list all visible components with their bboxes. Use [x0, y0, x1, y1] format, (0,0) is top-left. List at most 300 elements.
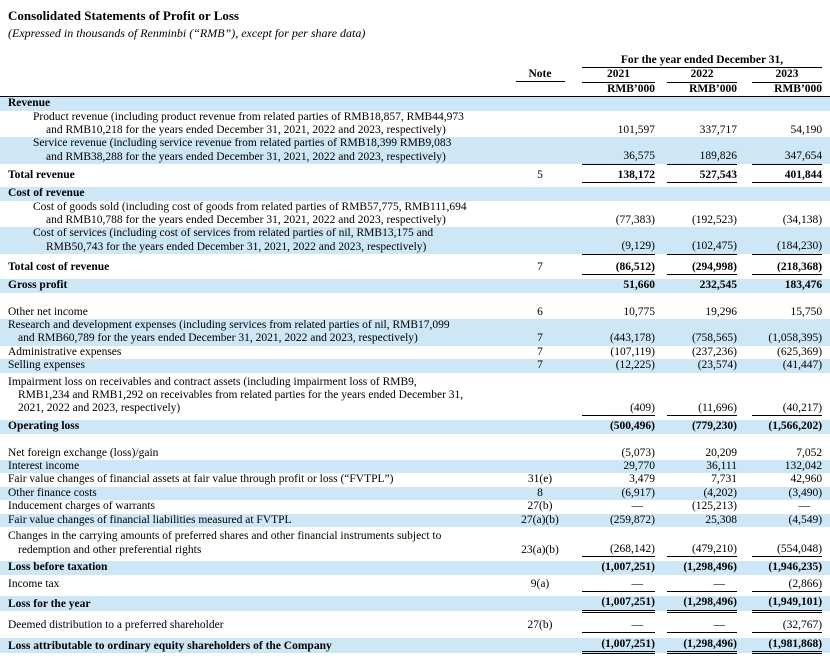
value-2023: 183,476: [784, 279, 823, 292]
note-reference: 7: [537, 332, 543, 345]
table-header-unit-row: [0, 82, 830, 96]
page-subtitle: (Expressed in thousands of Renminbi (“RMB”), except for per share data): [8, 26, 366, 40]
column-gap: [655, 447, 667, 460]
right-margin: [822, 420, 830, 433]
column-gap: [655, 68, 667, 82]
row-label-line: Net foreign exchange (loss)/gain: [8, 446, 159, 459]
value-2022: 189,826: [667, 137, 737, 164]
row-label: [0, 306, 498, 319]
value-2023: (3,490): [788, 486, 823, 499]
column-gap: [655, 376, 667, 416]
column-gap: [737, 169, 752, 183]
right-margin: [822, 187, 830, 200]
value-2023: (34,138): [782, 213, 823, 226]
row-label-line: Income tax: [8, 578, 60, 591]
value-2021: (443,178): [609, 332, 655, 345]
value-2023: 7,052: [796, 446, 823, 459]
column-gap: [655, 530, 667, 557]
value-2023: (4,549): [788, 513, 823, 526]
column-gap: [737, 261, 752, 275]
column-gap: [737, 460, 752, 473]
column-gap: [737, 473, 752, 486]
value-2021: (107,119): [610, 345, 655, 358]
row-label-line: Product revenue (including product revenue from related parties of RMB18,857, RMB44,973: [33, 110, 464, 123]
table-row: [0, 638, 830, 653]
right-margin: [822, 169, 830, 183]
row-label-line: RMB50,743 for the years ended December 31, 2021, 2022 and 2023, respectively): [46, 240, 427, 253]
column-gap: [655, 227, 667, 254]
row-label-line: 2021, 2022 and 2023, respectively): [18, 402, 181, 415]
row-label: [0, 596, 498, 611]
column-gap: [737, 596, 752, 611]
right-margin: [822, 346, 830, 359]
right-margin: [822, 447, 830, 460]
value-2023: [752, 97, 822, 111]
table-row: [0, 561, 830, 574]
table-row: [0, 359, 830, 372]
table-row: [0, 111, 830, 138]
row-label-line: Revenue: [8, 97, 51, 110]
row-label: [0, 169, 498, 183]
row-spacer: [0, 611, 830, 619]
note-reference: 8: [537, 486, 543, 499]
row-label-line: Loss before taxation: [8, 561, 108, 574]
column-gap: [655, 638, 667, 653]
value-2021: (1,007,251): [601, 561, 655, 574]
table-header-period-row: [0, 54, 830, 68]
column-gap: [737, 619, 752, 633]
right-margin: [822, 306, 830, 319]
row-label-line: Total cost of revenue: [8, 261, 110, 274]
row-label: [0, 561, 498, 574]
column-gap: [737, 306, 752, 319]
row-label: [0, 359, 498, 372]
row-label: [0, 514, 498, 527]
row-label-line: Cost of goods sold (including cost of goods from related parties of RMB57,775, RMB111,694: [33, 200, 467, 213]
column-gap: [655, 487, 667, 500]
row-label: [0, 187, 498, 200]
header-spacer: [0, 82, 498, 96]
column-gap: [655, 97, 667, 111]
note-reference: [498, 596, 582, 611]
table-row: [0, 169, 830, 183]
header-spacer: [822, 82, 830, 96]
value-2021: [582, 500, 655, 513]
column-gap: [737, 376, 752, 416]
row-label-line: Inducement charges of warrants: [8, 500, 155, 513]
value-2023: (1,946,235): [768, 561, 823, 574]
value-2021: [582, 578, 655, 592]
column-gap: [737, 111, 752, 138]
table-row: [0, 619, 830, 633]
value-2022: 36,111: [706, 460, 737, 473]
row-label-line: Cost of services (including cost of services from related parties of nil, RMB13,175 and: [33, 227, 434, 240]
note-reference: [498, 227, 582, 254]
header-spacer: [0, 68, 498, 82]
row-label-line: Service revenue (including service revenue from related parties of RMB18,399 RMB9,083: [33, 137, 452, 150]
value-2022: (192,523): [691, 213, 737, 226]
table-row: [0, 201, 830, 228]
value-2022: 20,209: [705, 446, 737, 459]
row-label-line: and RMB10,218 for the years ended December 31, 2021, 2022 and 2023, respectively): [46, 124, 446, 137]
table-header-years-row: [0, 68, 830, 82]
value-2023: 401,844: [752, 169, 822, 183]
value-2021: 29,770: [623, 460, 655, 473]
column-gap: [737, 500, 752, 513]
note-reference: [498, 420, 582, 433]
value-2021: (1,007,251): [582, 638, 655, 653]
value-2022: (479,210): [667, 530, 737, 557]
note-reference: 9(a): [530, 578, 550, 591]
right-margin: [822, 201, 830, 228]
table-body: [0, 97, 830, 653]
column-gap: [737, 359, 752, 372]
nil-dash: —: [631, 618, 643, 631]
table-row: [0, 420, 830, 433]
value-2021: 138,172: [582, 169, 655, 183]
row-label: [0, 460, 498, 473]
column-gap: [655, 359, 667, 372]
right-margin: [822, 319, 830, 346]
column-gap: [737, 227, 752, 254]
value-2021: (77,383): [615, 213, 655, 226]
table-row: [0, 487, 830, 500]
column-gap: [655, 169, 667, 183]
right-margin: [822, 279, 830, 292]
value-2023: 42,960: [790, 473, 823, 486]
value-2021: (409): [582, 376, 655, 416]
row-label: [0, 111, 498, 138]
table-row: [0, 346, 830, 359]
right-margin: [822, 500, 830, 513]
column-gap: [655, 619, 667, 633]
value-2021: 51,660: [623, 279, 655, 292]
value-2023: 132,042: [784, 460, 823, 473]
column-gap: [737, 420, 752, 433]
column-gap: [737, 319, 752, 346]
column-gap: [737, 187, 752, 200]
value-2023: (184,230): [752, 227, 822, 254]
nil-dash: —: [713, 618, 725, 631]
column-gap: [737, 638, 752, 653]
row-label: [0, 346, 498, 359]
year-header-2023: 2023: [752, 68, 822, 82]
nil-dash: —: [713, 577, 725, 590]
row-label-line: Fair value changes of financial liabilities measured at FVTPL: [8, 513, 292, 526]
column-gap: [655, 261, 667, 275]
column-gap: [655, 561, 667, 574]
period-spanner-label: For the year ended December 31,: [582, 54, 822, 68]
nil-dash: —: [631, 577, 643, 590]
row-label: [0, 201, 498, 228]
profit-or-loss-table: [0, 54, 830, 654]
column-gap: [655, 137, 667, 164]
column-gap: [655, 514, 667, 527]
note-reference: [498, 638, 582, 653]
column-gap: [655, 346, 667, 359]
row-label: [0, 376, 498, 416]
row-label-line: Changes in the carrying amounts of preferred shares and other financial instruments subject to: [8, 530, 442, 543]
column-gap: [655, 82, 667, 96]
value-2023: (625,369): [777, 345, 823, 358]
right-margin: [822, 561, 830, 574]
table-row: [0, 137, 830, 164]
value-2022: [667, 578, 737, 592]
row-label: [0, 638, 498, 653]
value-2021: (5,073): [621, 446, 655, 459]
table-row: [0, 596, 830, 611]
value-2023: (40,217): [752, 376, 822, 416]
row-label: [0, 530, 498, 557]
value-2022: (23,574): [697, 359, 737, 372]
note-reference: 7: [537, 359, 543, 372]
note-reference: [498, 447, 582, 460]
note-reference: 27(a)(b): [521, 513, 559, 526]
note-reference: [498, 460, 582, 473]
column-gap: [737, 68, 752, 82]
year-header-2021: 2021: [582, 68, 655, 82]
table-row: [0, 447, 830, 460]
table-row: [0, 460, 830, 473]
row-label: [0, 420, 498, 433]
column-gap: [737, 561, 752, 574]
row-label-line: and RMB38,288 for the years ended December 31, 2021, 2022 and 2023, respectively): [46, 150, 446, 163]
nil-dash: —: [798, 500, 811, 513]
column-gap: [655, 500, 667, 513]
note-reference: [498, 137, 582, 164]
row-label: [0, 97, 498, 111]
right-margin: [822, 376, 830, 416]
right-margin: [822, 111, 830, 138]
value-2023: 15,750: [790, 305, 823, 318]
value-2021: (9,129): [582, 227, 655, 254]
table-row: [0, 279, 830, 292]
right-margin: [822, 359, 830, 372]
right-margin: [822, 596, 830, 611]
row-label: [0, 137, 498, 164]
row-label-line: Selling expenses: [8, 359, 85, 372]
value-2022: 232,545: [699, 279, 737, 292]
value-2022: (125,213): [691, 500, 737, 513]
row-label-line: Deemed distribution to a preferred shareholder: [8, 619, 224, 632]
right-margin: [822, 530, 830, 557]
table-row: [0, 306, 830, 319]
table-row: [0, 473, 830, 486]
value-2021: (12,225): [615, 359, 655, 372]
right-margin: [822, 638, 830, 653]
column-gap: [737, 201, 752, 228]
note-reference: [498, 279, 582, 292]
nil-dash: —: [631, 500, 643, 513]
row-label-line: Administrative expenses: [8, 345, 122, 358]
header-spacer: [822, 54, 830, 68]
right-margin: [822, 137, 830, 164]
column-gap: [655, 279, 667, 292]
row-label-line: Research and development expenses (including services from related parties of nil, RMB17,099: [8, 318, 450, 331]
row-label-line: Impairment loss on receivables and contract assets (including impairment loss of RMB9,: [8, 375, 417, 388]
row-label-line: Gross profit: [8, 279, 68, 292]
row-spacer: [0, 434, 830, 447]
column-gap: [737, 279, 752, 292]
column-gap: [655, 201, 667, 228]
right-margin: [822, 97, 830, 111]
column-gap: [655, 420, 667, 433]
value-2021: 10,775: [623, 305, 655, 318]
column-gap: [737, 578, 752, 592]
row-label-line: Loss for the year: [8, 597, 91, 610]
right-margin: [822, 487, 830, 500]
note-reference: [498, 97, 582, 111]
value-2021: 36,575: [582, 137, 655, 164]
column-gap: [737, 137, 752, 164]
value-2023: [752, 500, 822, 513]
column-gap: [655, 306, 667, 319]
value-2022: (11,696): [667, 376, 737, 416]
column-gap: [737, 447, 752, 460]
note-reference: 31(e): [527, 473, 553, 486]
unit-label-2022: RMB’000: [667, 82, 737, 96]
value-2022: 527,543: [667, 169, 737, 183]
row-label: [0, 578, 498, 592]
column-gap: [655, 187, 667, 200]
right-margin: [822, 619, 830, 633]
value-2021: (268,142): [582, 530, 655, 557]
value-2022: (4,202): [703, 486, 737, 499]
note-reference: 27(b): [527, 619, 553, 632]
right-margin: [822, 578, 830, 592]
value-2022: 337,717: [699, 124, 737, 137]
value-2023: (1,566,202): [768, 420, 823, 433]
value-2022: (102,475): [667, 227, 737, 254]
row-label: [0, 447, 498, 460]
table-row: [0, 227, 830, 254]
column-gap: [655, 596, 667, 611]
value-2021: (6,917): [621, 486, 655, 499]
header-spacer: [0, 54, 498, 68]
row-label-line: Other net income: [8, 305, 88, 318]
row-label-line: Other finance costs: [8, 486, 97, 499]
row-label: [0, 487, 498, 500]
value-2023: (1,981,868): [752, 638, 822, 653]
value-2023: (554,048): [752, 530, 822, 557]
row-spacer: [0, 293, 830, 306]
value-2023: (1,949,101): [752, 596, 822, 611]
row-label: [0, 473, 498, 486]
table-row: [0, 500, 830, 513]
column-gap: [655, 460, 667, 473]
table-row: [0, 319, 830, 346]
table-row: [0, 376, 830, 416]
column-gap: [655, 111, 667, 138]
note-reference: [498, 201, 582, 228]
value-2022: [667, 619, 737, 633]
right-margin: [822, 227, 830, 254]
row-label-line: and RMB10,788 for the years ended December 31, 2021, 2022 and 2023, respectively): [46, 213, 446, 226]
column-gap: [655, 319, 667, 346]
value-2023: (2,866): [752, 578, 822, 592]
value-2023: 347,654: [752, 137, 822, 164]
note-reference: 7: [537, 345, 543, 358]
row-label-line: Operating loss: [8, 420, 80, 433]
value-2021: 101,597: [617, 124, 655, 137]
value-2023: (1,058,395): [768, 332, 823, 345]
value-2021: [582, 187, 655, 200]
value-2021: [582, 97, 655, 111]
value-2022: 7,731: [711, 473, 737, 486]
table-row: [0, 530, 830, 557]
column-gap: [737, 514, 752, 527]
value-2022: 19,296: [705, 305, 737, 318]
row-label-line: Cost of revenue: [8, 187, 85, 200]
value-2023: (218,368): [752, 261, 822, 275]
row-label-line: Fair value changes of financial assets at fair value through profit or loss (“FVTPL”): [8, 473, 394, 486]
header-spacer: [822, 68, 830, 82]
value-2022: (758,565): [691, 332, 737, 345]
table-row: [0, 187, 830, 200]
value-2022: (1,298,496): [667, 596, 737, 611]
row-label-line: and RMB60,789 for the years ended December 31, 2021, 2022 and 2023, respectively): [18, 332, 418, 345]
unit-label-2023: RMB’000: [752, 82, 822, 96]
column-gap: [655, 578, 667, 592]
value-2021: 3,479: [629, 473, 655, 486]
row-label-line: Total revenue: [8, 169, 75, 182]
column-gap: [737, 97, 752, 111]
value-2022: [667, 187, 737, 200]
note-reference: 27(b): [527, 500, 553, 513]
row-label: [0, 500, 498, 513]
column-gap: [737, 346, 752, 359]
table-row: [0, 261, 830, 275]
note-reference: [498, 187, 582, 200]
note-column-header: Note: [498, 68, 582, 82]
year-header-2022: 2022: [667, 68, 737, 82]
table-row: [0, 97, 830, 111]
row-label-line: redemption and other preferential rights: [18, 543, 202, 556]
right-margin: [822, 473, 830, 486]
right-margin: [822, 460, 830, 473]
value-2022: (1,298,496): [683, 561, 737, 574]
row-label: [0, 227, 498, 254]
row-label-line: Interest income: [8, 460, 80, 473]
row-label: [0, 261, 498, 275]
right-margin: [822, 261, 830, 275]
page-title: Consolidated Statements of Profit or Loss: [8, 8, 239, 23]
value-2023: [752, 187, 822, 200]
column-gap: [737, 487, 752, 500]
value-2021: (259,872): [609, 513, 655, 526]
value-2021: (500,496): [609, 420, 655, 433]
value-2023: (41,447): [782, 359, 823, 372]
note-reference: [498, 111, 582, 138]
value-2023: (32,767): [752, 619, 822, 633]
row-label: [0, 319, 498, 346]
header-spacer: [498, 82, 582, 96]
value-2022: (1,298,496): [667, 638, 737, 653]
value-2022: [667, 97, 737, 111]
row-label: [0, 279, 498, 292]
column-gap: [655, 473, 667, 486]
unit-label-2021: RMB’000: [582, 82, 655, 96]
right-margin: [822, 514, 830, 527]
row-label-line: Loss attributable to ordinary equity shareholders of the Company: [8, 639, 332, 652]
value-2022: (779,230): [691, 420, 737, 433]
column-gap: [737, 530, 752, 557]
row-label: [0, 619, 498, 633]
value-2022: (294,998): [667, 261, 737, 275]
note-reference: 6: [537, 305, 543, 318]
row-label-line: RMB1,234 and RMB1,292 on receivables from related parties for the years ended December 31,: [18, 388, 464, 401]
column-gap: [737, 82, 752, 96]
